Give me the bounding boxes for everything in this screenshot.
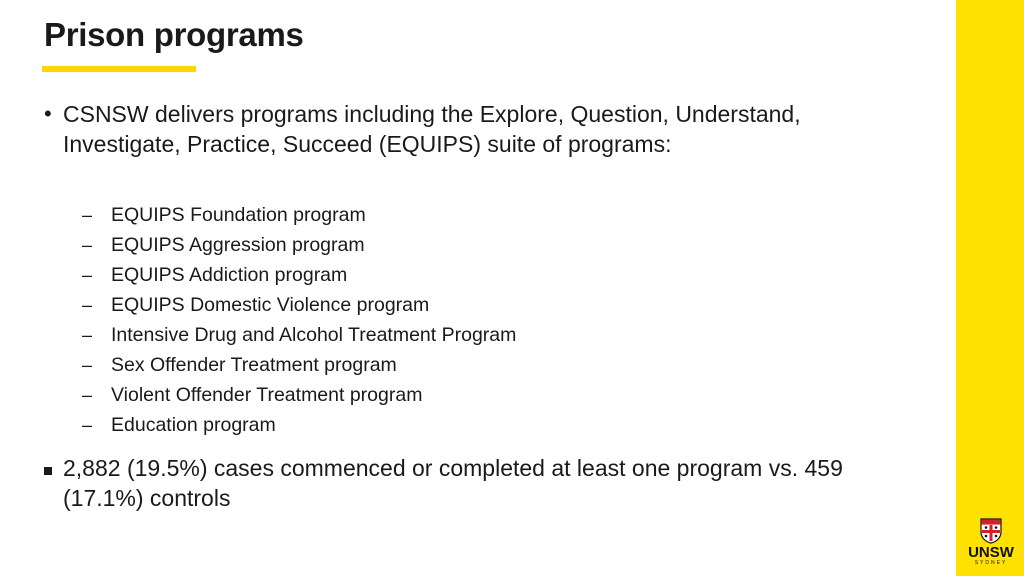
dash-icon: –	[82, 234, 93, 255]
logo-name: UNSW	[968, 544, 1014, 561]
list-item-label: Sex Offender Treatment program	[111, 353, 397, 376]
bullet-results	[44, 453, 924, 513]
list-item-label: Education program	[111, 413, 276, 436]
bullet-programs	[44, 99, 904, 159]
list-item-label: EQUIPS Aggression program	[111, 233, 365, 256]
unsw-logo	[962, 518, 1020, 574]
dash-icon: –	[82, 384, 93, 405]
slide-title: Prison programs	[44, 16, 304, 53]
bullet-dot-icon: •	[44, 101, 52, 126]
list-item	[82, 350, 516, 380]
logo-subtitle: SYDNEY	[974, 560, 1008, 566]
list-item-label: Intensive Drug and Alcohol Treatment Program	[111, 323, 517, 346]
list-item-label: EQUIPS Foundation program	[111, 203, 366, 226]
dash-icon: –	[82, 414, 93, 435]
dash-icon: –	[82, 324, 93, 345]
accent-sidebar	[956, 0, 1024, 576]
list-item	[82, 290, 516, 320]
list-item	[82, 320, 516, 350]
dash-icon: –	[82, 204, 93, 225]
list-item-label: EQUIPS Domestic Violence program	[111, 293, 430, 316]
list-item	[82, 380, 516, 410]
list-item-label: EQUIPS Addiction program	[111, 263, 348, 286]
dash-icon: –	[82, 354, 93, 375]
list-item	[82, 410, 516, 440]
bullet-programs-text: CSNSW delivers programs including the Explore, Question, Understand, Investigate, Practice, Succeed (EQUIPS) suite of programs:	[63, 101, 801, 157]
dash-icon: –	[82, 294, 93, 315]
crest-icon	[980, 518, 1002, 544]
list-item	[82, 260, 516, 290]
bullet-results-text: 2,882 (19.5%) cases commenced or completed at least one program vs. 459 (17.1%) controls	[63, 455, 843, 511]
title-underline	[42, 66, 196, 72]
list-item	[82, 200, 516, 230]
program-list	[82, 200, 516, 440]
list-item	[82, 230, 516, 260]
list-item-label: Violent Offender Treatment program	[111, 383, 423, 406]
dash-icon: –	[82, 264, 93, 285]
square-bullet-icon	[44, 453, 63, 483]
